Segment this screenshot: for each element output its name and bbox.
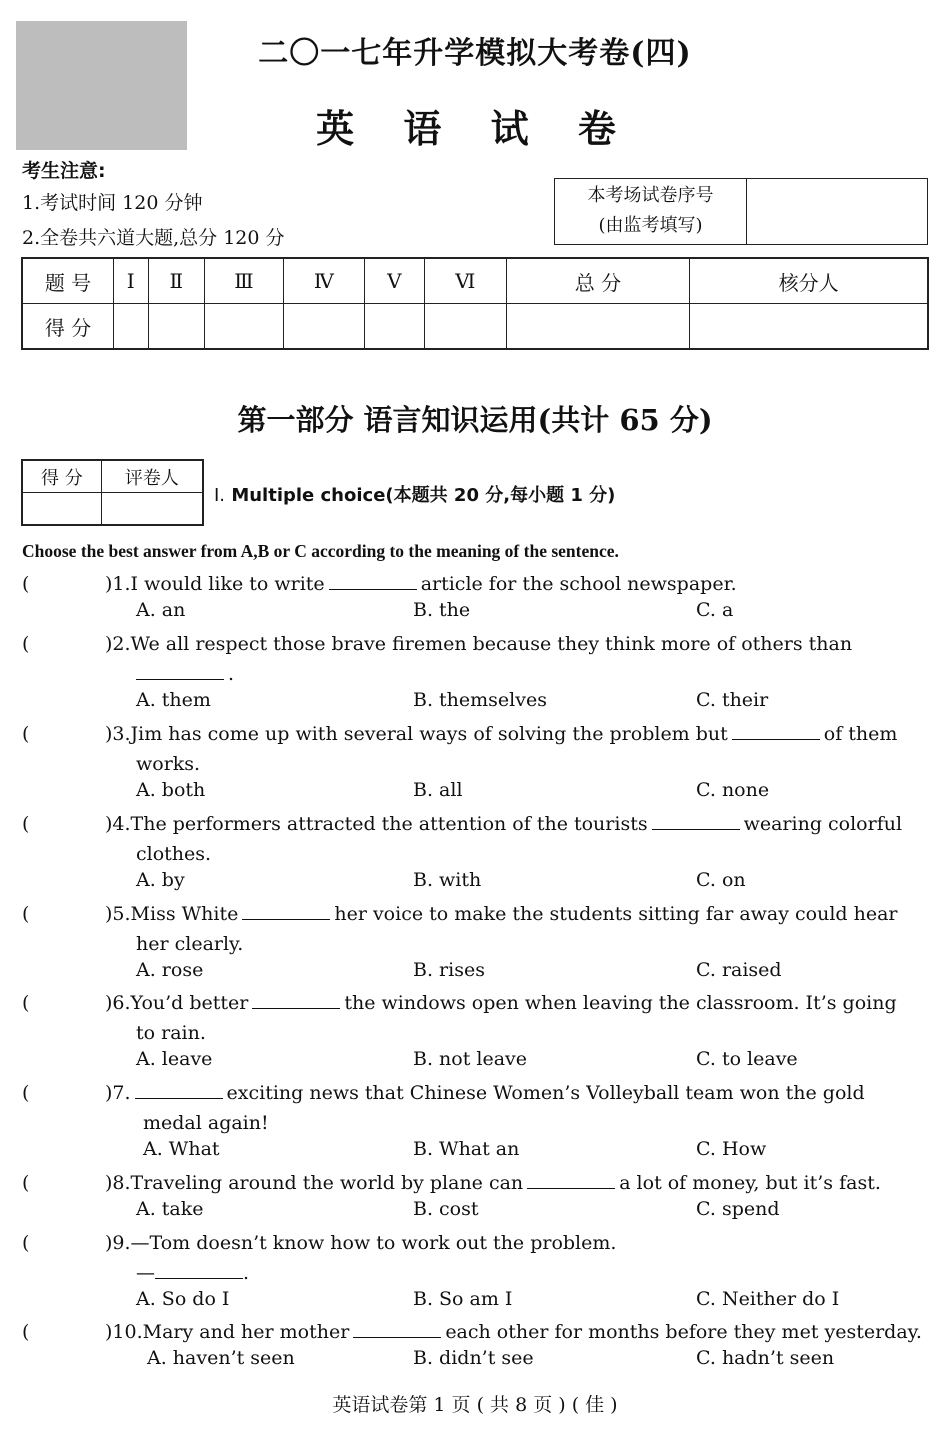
option-c: C. their [696, 689, 769, 711]
stem-text: Traveling around the world by plane can [130, 1172, 524, 1194]
option-b: B. So am I [413, 1288, 513, 1310]
option-c: C. hadn’t seen [696, 1347, 835, 1369]
answer-blank [136, 659, 224, 680]
answer-blank [652, 809, 740, 830]
answer-paren-open: ( [22, 573, 30, 595]
question-number: )2. [105, 633, 131, 655]
section-note: (本题共 20 分,每小题 1 分) [385, 485, 616, 506]
option-c: C. How [696, 1138, 767, 1160]
option-a: A. take [136, 1198, 204, 1220]
question-stem [105, 899, 929, 929]
answer-paren-open: ( [22, 723, 30, 745]
score-cell-empty[interactable] [205, 304, 284, 350]
question-number: )10. [105, 1321, 143, 1343]
question-stem-continued: to rain. [136, 1022, 206, 1044]
part-title: 第一部分 语言知识运用(共计 65 分) [237, 403, 713, 437]
stem-text: — [136, 1262, 155, 1284]
stem-text: —Tom doesn’t know how to work out the problem. [130, 1232, 617, 1254]
option-b: B. themselves [413, 689, 547, 711]
page-footer: 英语试卷第 1 页 ( 共 8 页 ) ( 佳 ) [332, 1394, 618, 1416]
score-cell-label: 得 分 [22, 304, 114, 350]
exam-title: 二〇一七年升学模拟大考卷(四) [258, 36, 692, 71]
option-b: B. cost [413, 1198, 479, 1220]
stem-text: Miss White [130, 903, 239, 925]
notice-item: 1.考试时间 120 分钟 [22, 192, 203, 214]
score-cell-empty[interactable] [283, 304, 364, 350]
grader-table [21, 459, 204, 526]
score-cell-empty[interactable] [114, 304, 149, 350]
score-cell-header: Ⅵ [424, 258, 506, 304]
question-stem [105, 569, 929, 599]
question-number: )8. [105, 1172, 131, 1194]
serial-number-box [554, 178, 928, 245]
answer-blank [155, 1258, 243, 1279]
question-stem [105, 629, 929, 659]
option-c: C. on [696, 869, 746, 891]
question-number: )4. [105, 813, 131, 835]
stem-text: a lot of money, but it’s fast. [619, 1172, 881, 1194]
stem-text: each other for months before they met yesterday. [445, 1321, 922, 1343]
option-b: B. all [413, 779, 463, 801]
answer-blank [135, 1078, 223, 1099]
question-stem-continued: medal again! [143, 1112, 269, 1134]
grader-name-cell[interactable] [101, 493, 203, 526]
grader-score-label: 得 分 [22, 460, 101, 493]
option-b: B. the [413, 599, 471, 621]
answer-paren-open: ( [22, 903, 30, 925]
stem-text: her voice to make the students sitting far away could hear [334, 903, 898, 925]
grader-score-cell[interactable] [22, 493, 101, 526]
question-stem [105, 809, 929, 839]
answer-blank [732, 719, 820, 740]
question-number: )3. [105, 723, 131, 745]
option-b: B. didn’t see [413, 1347, 534, 1369]
grader-name-label: 评卷人 [101, 460, 203, 493]
answer-blank [242, 899, 330, 920]
option-a: A. rose [136, 959, 204, 981]
question-stem-continued: her clearly. [136, 933, 244, 955]
score-cell-header: Ⅳ [283, 258, 364, 304]
option-b: B. rises [413, 959, 485, 981]
answer-blank [527, 1168, 615, 1189]
notice-heading: 考生注意: [22, 160, 106, 182]
answer-blank [252, 988, 340, 1009]
score-cell-empty[interactable] [690, 304, 928, 350]
answer-paren-open: ( [22, 1321, 30, 1343]
section-title: Multiple choice [231, 485, 386, 506]
score-cell-header: Ⅱ [148, 258, 205, 304]
question-number: )6. [105, 992, 131, 1014]
score-cell-header: Ⅰ [114, 258, 149, 304]
serial-label-line2: (由监考填写) [598, 215, 703, 236]
subject-title: 英 语 试 卷 [316, 106, 634, 151]
option-b: B. What an [413, 1138, 520, 1160]
stem-text: The performers attracted the attention of the tourists [130, 813, 648, 835]
question-number: )1. [105, 573, 131, 595]
question-stem-continued: clothes. [136, 843, 212, 865]
option-b: B. not leave [413, 1048, 528, 1070]
question-stem [105, 1078, 929, 1108]
stem-text: We all respect those brave firemen because they think more of others than [130, 633, 853, 655]
option-a: A. leave [136, 1048, 213, 1070]
instruction: Choose the best answer from A,B or C according to the meaning of the sentence. [22, 541, 619, 561]
question-stem-continued: works. [136, 753, 201, 775]
question-stem [105, 719, 929, 749]
option-a: A. them [136, 689, 211, 711]
score-cell-empty[interactable] [424, 304, 506, 350]
answer-paren-open: ( [22, 813, 30, 835]
stem-text: Mary and her mother [142, 1321, 350, 1343]
question-number: )5. [105, 903, 131, 925]
section-number: Ⅰ. [214, 485, 226, 506]
option-c: C. a [696, 599, 734, 621]
question-stem [105, 1317, 929, 1347]
score-cell-header: Ⅲ [205, 258, 284, 304]
stem-text: exciting news that Chinese Women’s Volleyball team won the gold [226, 1082, 865, 1104]
option-b: B. with [413, 869, 482, 891]
answer-paren-open: ( [22, 633, 30, 655]
score-cell-empty[interactable] [364, 304, 424, 350]
stem-text: Jim has come up with several ways of solving the problem but [130, 723, 728, 745]
question-number: )7. [105, 1082, 131, 1104]
answer-blank [353, 1317, 441, 1338]
option-c: C. spend [696, 1198, 780, 1220]
option-a: A. an [136, 599, 186, 621]
answer-paren-open: ( [22, 1232, 30, 1254]
score-cell-label: 题 号 [22, 258, 114, 304]
answer-paren-open: ( [22, 992, 30, 1014]
score-cell-header: 核分人 [690, 258, 928, 304]
question-stem [105, 1168, 929, 1198]
score-table-header-row [22, 258, 928, 304]
option-c: C. Neither do I [696, 1288, 840, 1310]
option-c: C. none [696, 779, 770, 801]
score-table-score-row [22, 304, 928, 350]
answer-blank [329, 569, 417, 590]
option-a: A. haven’t seen [147, 1347, 295, 1369]
score-cell-empty[interactable] [506, 304, 689, 350]
answer-paren-open: ( [22, 1082, 30, 1104]
stem-text: of them [823, 723, 898, 745]
question-stem-continued [136, 659, 929, 689]
stem-text: article for the school newspaper. [420, 573, 737, 595]
serial-label-line1: 本考场试卷序号 [587, 185, 714, 206]
stem-text: I would like to write [130, 573, 325, 595]
option-a: A. both [136, 779, 206, 801]
stem-text: . [243, 1262, 250, 1284]
score-cell-empty[interactable] [148, 304, 205, 350]
question-stem-continued [136, 1258, 929, 1288]
question-stem [105, 988, 929, 1018]
stem-text: wearing colorful [743, 813, 903, 835]
score-cell-header: Ⅴ [364, 258, 424, 304]
question-number: )9. [105, 1232, 131, 1254]
stem-text: You’d better [130, 992, 249, 1014]
stem-text: . [228, 663, 235, 685]
question-stem [105, 1228, 929, 1258]
option-a: A. by [136, 869, 185, 891]
option-c: C. to leave [696, 1048, 798, 1070]
option-c: C. raised [696, 959, 782, 981]
notice-item: 2.全卷共六道大题,总分 120 分 [22, 227, 285, 249]
serial-label [555, 179, 747, 244]
option-a: A. So do I [136, 1288, 230, 1310]
score-table [21, 257, 929, 350]
answer-paren-open: ( [22, 1172, 30, 1194]
section-heading [214, 481, 615, 507]
option-a: A. What [143, 1138, 220, 1160]
score-cell-header: 总 分 [506, 258, 689, 304]
stem-text: the windows open when leaving the classroom. It’s going [344, 992, 897, 1014]
